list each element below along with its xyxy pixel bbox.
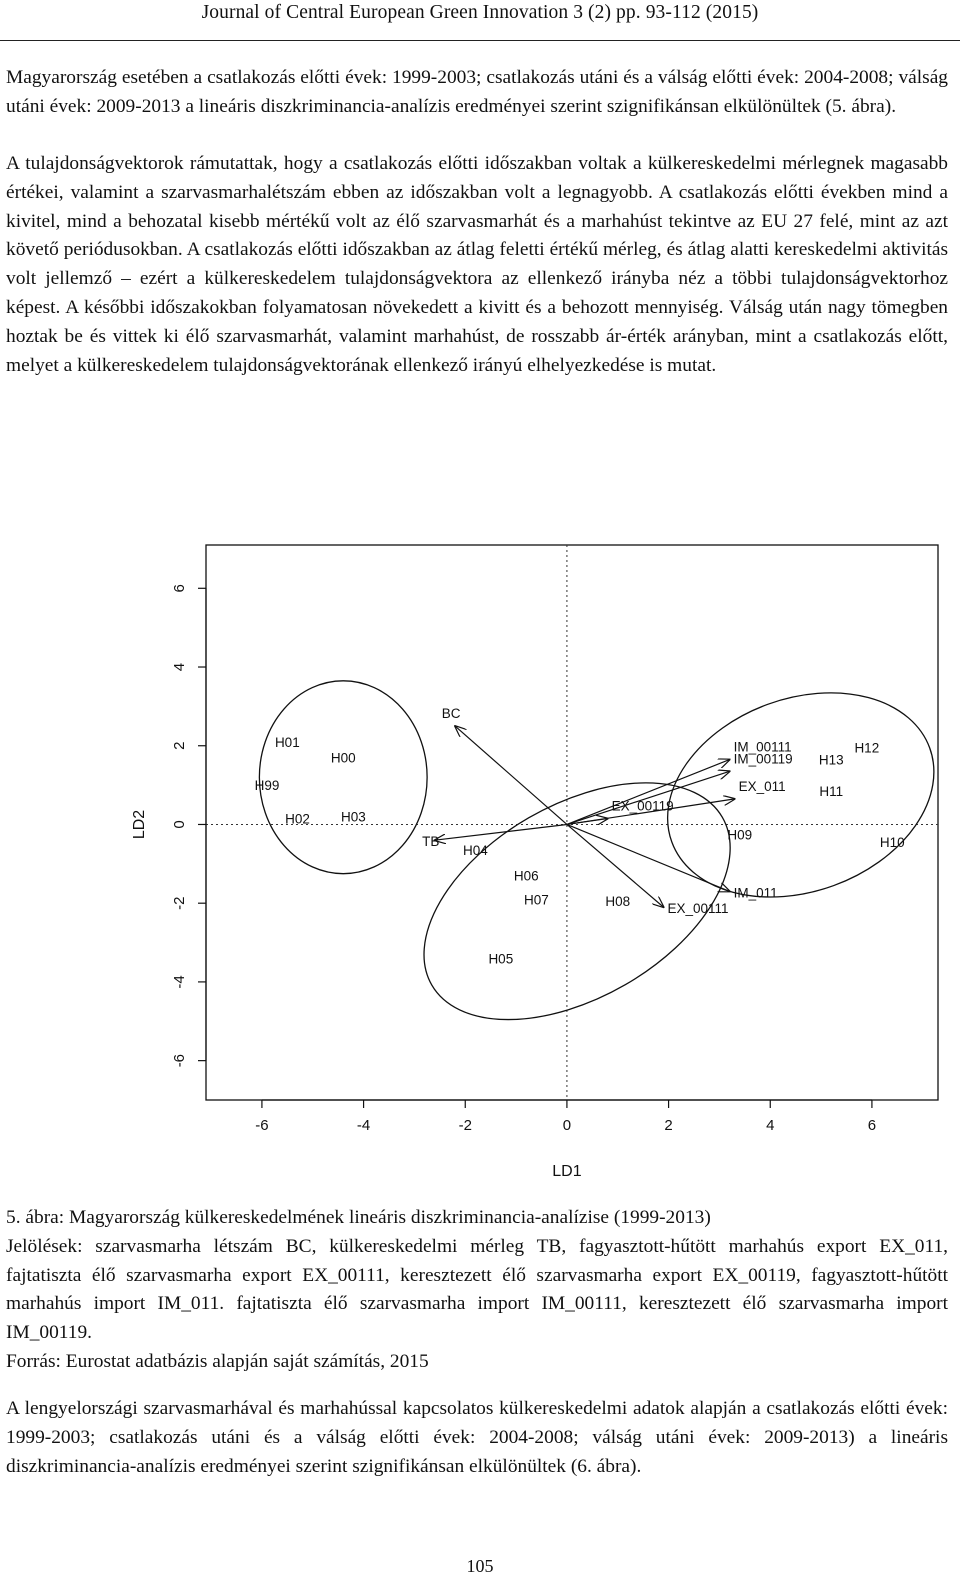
- figure-caption: [6, 1204, 948, 1377]
- y-tick-label: -6: [171, 1053, 188, 1068]
- caption-notes: Jelölések: szarvasmarha létszám BC, külkereskedelmi mérleg TB, fagyasztott-hűtött marhahús export EX_011, fajtatiszta élő szarvasmarha export EX_00111, keresztezett élő szarvasmarha export EX_00119, fagyasztott-hűtött marhahús import IM_011. fajtatiszta élő szarvasmarha import IM_00111, keresztezett élő szarvasmarha import IM_00119.: [6, 1235, 948, 1344]
- vector-label: IM_00111: [733, 739, 792, 755]
- caption-source: Forrás: Eurostat adatbázis alapján saját számítás, 2015: [6, 1350, 429, 1372]
- point-label: H03: [341, 809, 366, 825]
- point-label: H04: [463, 843, 488, 859]
- vector-im-00111: [567, 760, 730, 825]
- group-ellipse-3: [639, 657, 956, 932]
- y-tick-label: 0: [171, 820, 188, 829]
- point-label: H10: [879, 835, 905, 851]
- vector-label: EX_00119: [611, 798, 674, 814]
- x-tick-label: -2: [458, 1117, 472, 1134]
- point-label: H05: [488, 951, 514, 967]
- x-axis-title: LD1: [552, 1163, 582, 1180]
- point-label: H00: [330, 750, 356, 766]
- journal-header: Journal of Central European Green Innovation 3 (2) pp. 93-112 (2015): [201, 2, 759, 23]
- vector-label: IM_00119: [733, 751, 793, 767]
- point-label: H07: [524, 892, 549, 908]
- point-label: H12: [854, 740, 880, 756]
- caption-title: 5. ábra: Magyarország külkereskedelmének lineáris diszkriminancia-analízise (1999-2013): [6, 1207, 711, 1228]
- y-tick-label: 4: [171, 662, 188, 672]
- vector-label: EX_00111: [667, 901, 729, 917]
- x-tick-label: 6: [867, 1117, 877, 1134]
- x-tick-label: 0: [562, 1117, 572, 1134]
- y-tick-label: 6: [171, 584, 188, 593]
- vector-bc: [455, 726, 567, 824]
- vector-label: TB: [422, 834, 440, 850]
- x-tick-label: -4: [356, 1117, 371, 1134]
- point-label: H11: [819, 784, 844, 800]
- group-ellipse-1: [259, 681, 427, 874]
- point-label: H01: [274, 734, 300, 750]
- y-tick-label: -4: [171, 975, 188, 989]
- vector-label: EX_011: [738, 778, 786, 794]
- vector-label: IM_011: [733, 885, 778, 901]
- point-label: H08: [605, 894, 631, 910]
- vector-tb: [435, 824, 567, 840]
- vector-label: BC: [441, 706, 461, 722]
- point-label: H09: [727, 827, 753, 843]
- point-label: H99: [254, 778, 280, 794]
- point-label: H06: [513, 868, 539, 884]
- lda-biplot: [96, 530, 956, 1200]
- y-tick-label: -2: [171, 896, 188, 910]
- point-label: H02: [285, 811, 310, 827]
- x-tick-label: 4: [766, 1117, 775, 1134]
- paragraph-2: A tulajdonságvektorok rámutattak, hogy a csatlakozás előtti időszakban voltak a külkereskedelmi mérlegnek magasabb értékei, valamint a szarvasmarhalétszám ebben az időszakban volt a legnagyobb. A csatlakozás előtti években mind a kivitel, mind a behozatal kisebb mértékű volt az élő szarvasmarhát és a marhahúst tekintve az EU 27 felé, mint az azt követő periódusokban. A csatlakozás előtti időszakban az átlag feletti értékű mérleg, és átlag alatti kereskedelmi aktivitás volt jellemző ‒ ezért a külkereskedelem tulajdonságvektora az ellenkező irányba néz a többi tulajdonságvektorhoz képest. A későbbi időszakokban folyamatosan növekedett a kivitt és a behozott mennyiség. Válság után nagy tömegben hoztak be és vittek ki élő szarvasmarhát, valamint marhahúst, de rosszabb ár-érték arányban, mint a csatlakozás előtt, melyet a külkereskedelem tulajdonságvektorának ellenkező irányú elhelyezkedése is mutat.: [6, 153, 948, 376]
- header-rule: [0, 40, 960, 41]
- paragraph-1: Magyarország esetében a csatlakozás előtti évek: 1999-2003; csatlakozás utáni és a válság előtti évek: 2004-2008; válság utáni évek: 2009-2013 a lineáris diszkriminancia-analízis eredményei szerint szignifikánsan elkülönültek (5. ábra).: [6, 67, 948, 117]
- point-label: H13: [818, 752, 844, 768]
- x-tick-label: 2: [664, 1117, 673, 1134]
- vector-im-011: [567, 824, 730, 891]
- y-tick-label: 2: [171, 741, 188, 750]
- paragraph-3: A lengyelországi szarvasmarhával és marhahússal kapcsolatos külkereskedelmi adatok alapján a csatlakozás előtti évek: 1999-2003; csatlakozás utáni és a válság előtti évek: 2004-2008; válság utáni évek: 2009-2013) a lineáris diszkriminancia-analízis eredményei szerint szignifikánsan elkülönültek (6. ábra).: [6, 1398, 948, 1477]
- page-number: 105: [466, 1556, 494, 1576]
- y-axis-title: LD2: [131, 809, 148, 840]
- x-tick-label: -6: [255, 1117, 269, 1134]
